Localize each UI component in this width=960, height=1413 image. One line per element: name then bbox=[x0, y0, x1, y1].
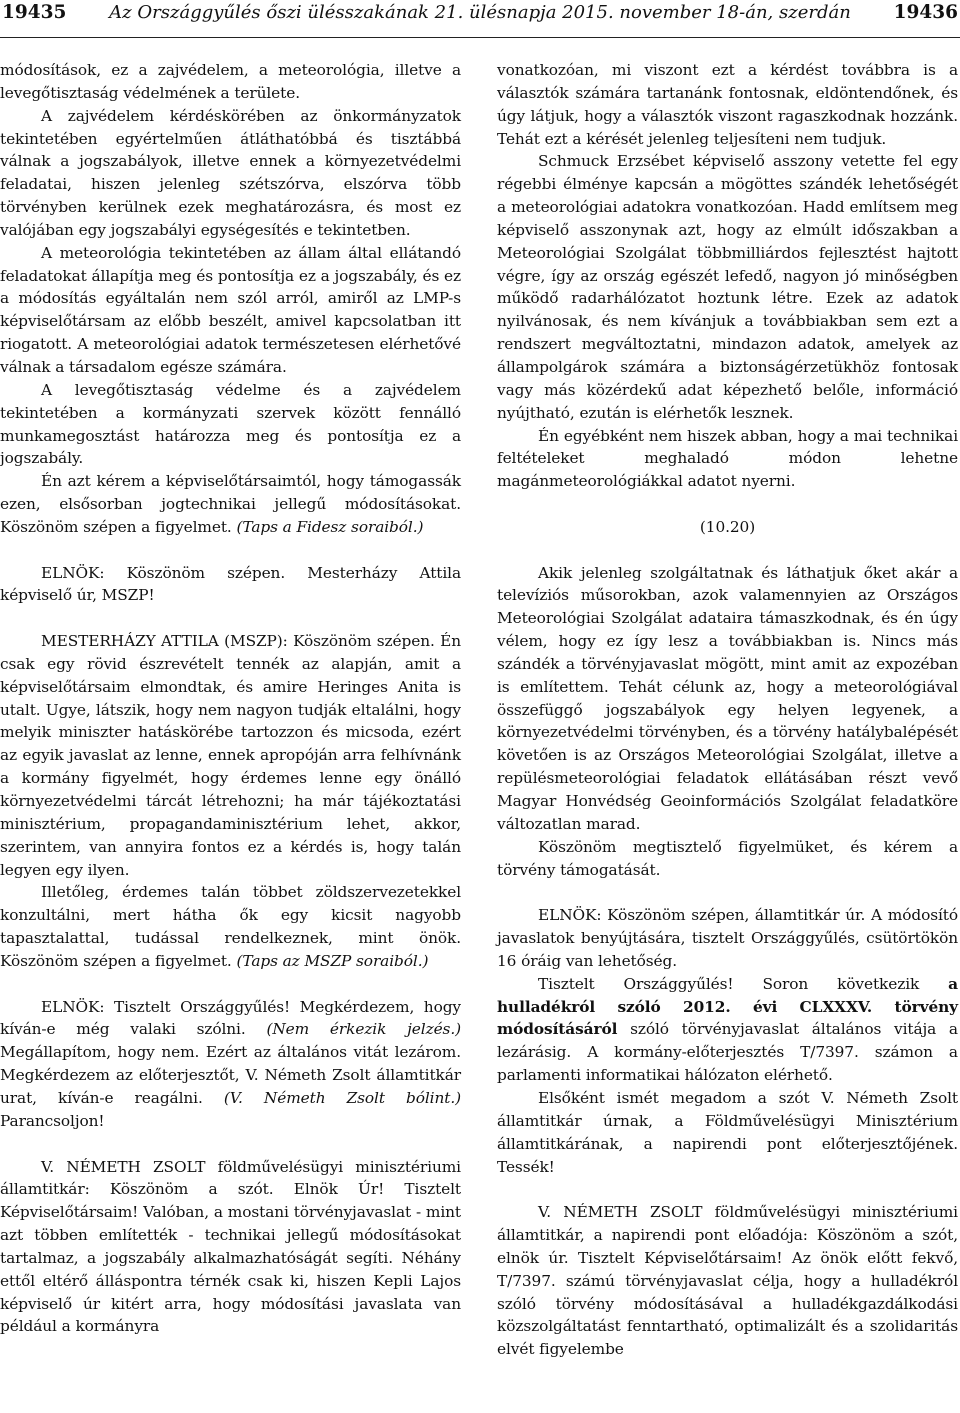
paragraph: A levegőtisztaság védelme és a zajvédelem tekintetében a kormányzati szervek között fennálló munkamegosztást határozza meg és pontosítja ez a jogszabály. bbox=[0, 380, 461, 468]
paragraph: vonatkozóan, mi viszont ezt a kérdést továbbra is a választók számára tartanánk fontosnak, eldöntendőnek, és úgy látjuk, hogy a választók viszont ragaszkodnak hozzánk. Tehát ezt a kérését jelenleg teljesíteni nem tudjuk. bbox=[497, 61, 958, 148]
paragraph-text: Tisztelt Országgyűlés! Soron következik bbox=[538, 974, 920, 993]
speaker-turn: MESTERHÁZY ATTILA (MSZP): Köszönöm szépen. Én csak egy rövid észrevételt tennék az alapján, amit a képviselőtársaim elmondtak, és amire Heringes Anita is utalt. Ugye, látszik, hogy nem nagyon tudják eltalálni, hogy melyik miniszter hatáskörébe tartozzon és micsoda, ezért az egyik javaslat az lenne, ennek apropóján arra felhívnánk a kormány figyelmét, hogy érdemes lenne egy önálló környezetvédelmi tárcát létrehozni; ha már tájékoztatási minisztérium, propagandaminisztérium lehet, akkor, szerintem, van annyira fontos ez a kérdés is, hogy talán legyen egy ilyen. bbox=[0, 632, 461, 879]
paragraph bbox=[0, 881, 461, 972]
paragraph: Köszönöm megtisztelő figyelmüket, és kérem a törvény támogatását. bbox=[497, 837, 958, 879]
paragraph: Akik jelenleg szolgáltatnak és láthatjuk őket akár a televíziós műsorokban, azok valamennyien az Országos Meteorológiai Szolgálat adataira támaszkodnak, és én úgy vélem, hogy ez így lesz a továbbiakban is. Nincs más szándék a törvényjavaslat mögött, mint amit az expozéban is említettem. Tehát célunk az, hogy a meteorológiával összefüggő jogszabályok egy helyen legyenek, a környezetvédelmi törvényben, és a törvény hatálybalépését követően is az Országos Meteorológiai Szolgálat, illetve a repülésmeteorológiai feladatok ellátásában részt vevő Magyar Honvédség Geoinformációs Szolgálat feladatköre változatlan marad. bbox=[497, 563, 958, 833]
page-header bbox=[0, 0, 960, 40]
page-number-right: 19436 bbox=[893, 2, 958, 23]
paragraph-text: Parancsoljon! bbox=[0, 1111, 105, 1130]
paragraph-text: ELNÖK: Tisztelt Országgyűlés! Megkérdezem, hogy kíván-e még valaki szólni. bbox=[0, 997, 461, 1039]
stage-note: (Nem érkezik jelzés.) bbox=[266, 1020, 461, 1039]
paragraph: Schmuck Erzsébet képviselő asszony vetette fel egy régebbi élménye kapcsán a mögöttes szándék lehetőségét a meteorológiai adatokra vonatkozóan. Hadd említsem meg képviselő asszonynak azt, hogy az elmúlt időszakban a Meteorológiai Szolgálat többmilliárdos fejlesztést hajtott végre, így az ország egészét lefedő, nagyon jó minőségben működő radarhálózatot hoztunk létre. Ezek az adatok nyilvánosak, és nem kívánjuk a továbbiakban sem ezt a rendszert megváltoztatni, mindazon adatok, amelyek az állampolgárok számára a biztonságérzetükhöz fontosak vagy más közérdekű adat képezhető belőle, információ nyújtható, ezután is elérhetők lesznek. bbox=[497, 152, 958, 422]
paragraph-text: szóló törvényjavaslat általános vitája a lezárásig. A kormány-előterjesztés T/7397. számon a parlamenti informatikai hálózaton elérhető. bbox=[497, 1020, 958, 1085]
paragraph: A zajvédelem kérdéskörében az önkormányzatok tekintetében egyértelműen átláthatóbbá és tisztábbá válnak a jogszabályok, illetve ennek a környezetvédelmi feladatai, hiszen jelenleg szétszórva, elszórva több törvényben kerülnek ezek meghatározásra, és most ez valójában egy jogszabályi egységesítés e tekintetben. bbox=[0, 106, 461, 239]
paragraph-text: Megállapítom, hogy nem. Ezért az általános vitát lezárom. Megkérdezem az előterjesztőt, V. Németh Zsolt államtitkár urat, kíván-e reagálni. bbox=[0, 1043, 461, 1107]
speaker-turn: ELNÖK: Köszönöm szépen, államtitkár úr. A módosító javaslatok benyújtására, tisztelt Országgyűlés, csütörtökön 16 óráig van lehetőség. bbox=[497, 906, 958, 970]
stage-note: (Taps a Fidesz soraiból.) bbox=[236, 517, 424, 536]
agenda-item-title: a hulladékról szóló 2012. évi CLXXXV. törvény módosításáról bbox=[497, 974, 959, 1039]
paragraph bbox=[497, 973, 958, 1087]
running-title: Az Országgyűlés őszi ülésszakának 21. ülésnapja 2015. november 18-án, szerdán bbox=[109, 2, 851, 23]
paragraph: módosítások, ez a zajvédelem, a meteorológia, illetve a levegőtisztaság védelmének a területe. bbox=[0, 61, 461, 102]
speaker-turn: V. NÉMETH ZSOLT földművelésügyi minisztériumi államtitkár, a napirendi pont előadója: Köszönöm a szót, elnök úr. Tisztelt Képviselőtársaim! Az önök előtt fekvő, T/7397. számú törvényjavaslat célja, hogy a hulladékról szóló törvény módosításával a hulladékgazdálkodási közszolgáltatást fenntartható, optimalizált és a szolidaritás elvét figyelembe bbox=[497, 1203, 958, 1359]
speaker-turn bbox=[0, 996, 461, 1133]
speaker-turn: ELNÖK: Köszönöm szépen. Mesterházy Attila képviselő úr, MSZP! bbox=[0, 563, 461, 605]
time-marker: (10.20) bbox=[699, 517, 756, 536]
speaker-turn: V. NÉMETH ZSOLT földművelésügyi minisztériumi államtitkár: Köszönöm a szót. Elnök Úr! Tisztelt Képviselőtársaim! Valóban, a mostani törvényjavaslat - mint azt többen említették - technikai jellegű módosításokat tartalmaz, a jogszabály alkalmazhatóságát segíti. Néhány ettől eltérő álláspontra térnék csak ki, hiszen Kepli Lajos képviselő úr kitért arra, hogy módosítási javaslata van például a kormányra bbox=[0, 1157, 461, 1336]
paragraph-text: Én azt kérem a képviselőtársaimtól, hogy támogassák ezen, elsősorban jogtechnikai jellegű módosításokat. Köszönöm szépen a figyelmet. bbox=[0, 472, 461, 536]
right-column bbox=[497, 59, 958, 1361]
stage-note: (V. Németh Zsolt bólint.) bbox=[223, 1088, 461, 1107]
paragraph: Elsőként ismét megadom a szót V. Németh Zsolt államtitkár úrnak, a Földművelésügyi Minisztérium államtitkárának, a napirendi pont előterjesztőjének. Tessék! bbox=[497, 1088, 958, 1176]
paragraph: Én egyébként nem hiszek abban, hogy a mai technikai feltételeket meghaladó módon lehetne magánmeteorológiákkal adatot nyerni. bbox=[497, 426, 958, 491]
left-column bbox=[0, 59, 461, 1338]
header-divider bbox=[0, 37, 960, 38]
paragraph-text: Illetőleg, érdemes talán többet zöldszervezetekkel konzultálni, mert hátha ők egy kicsit nagyobb tapasztalattal, tudással rendelkeznek, mint önök. Köszönöm szépen a figyelmet. bbox=[0, 883, 461, 970]
paragraph bbox=[0, 470, 461, 539]
page-number-left: 19435 bbox=[2, 2, 67, 23]
stage-note: (Taps az MSZP soraiból.) bbox=[236, 951, 429, 970]
paragraph: A meteorológia tekintetében az állam által ellátandó feladatokat állapítja meg és pontosítja ez a jogszabály, és ez a módosítás egyáltalán nem szól arról, amiről az LMP-s képviselőtársam az előbb beszélt, amivel kapcsolatban itt riogatott. A meteorológiai adatok természetesen elérhetővé válnak a társadalom egésze számára. bbox=[0, 243, 461, 376]
